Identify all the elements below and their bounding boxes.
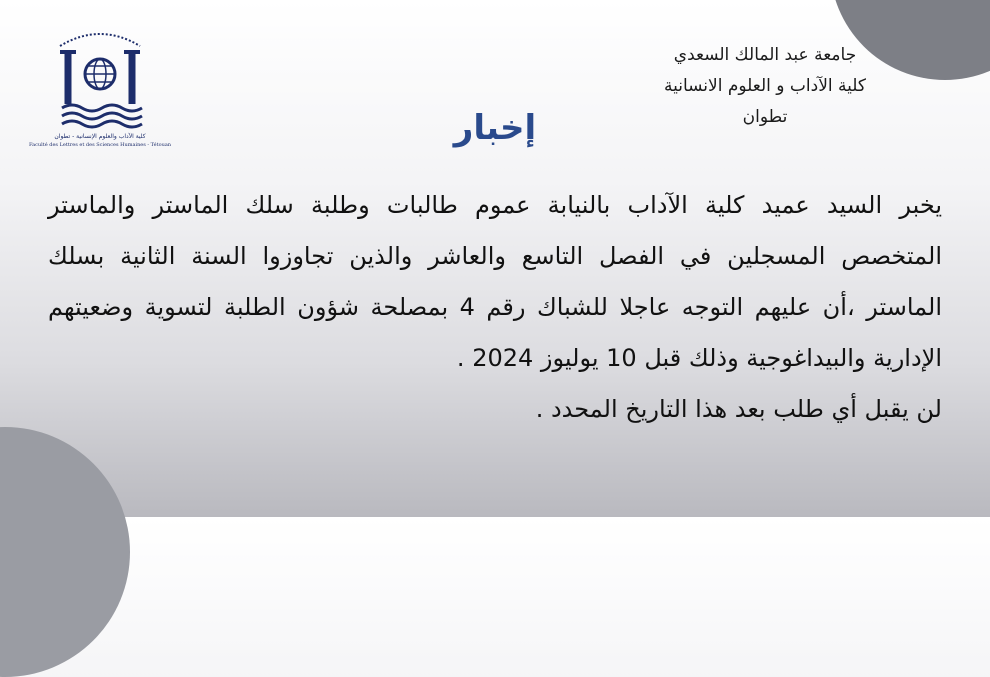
announcement-paragraph: يخبر السيد عميد كلية الآداب بالنيابة عموم طالبات وطلبة سلك الماستر والماستر المتخصص المسجلين في الفصل التاسع والعاشر والذين تجاوزوا السنة الثانية بسلك الماستر ،أن عليهم التوجه عاجلا للشباك رقم 4 بمصلحة شؤون الطلبة لتسوية وضعيتهم الإدارية والبيداغوجية وذلك قبل 10 يوليوز 2024 .: [48, 191, 942, 372]
announcement-body: [48, 180, 942, 435]
logo-caption-french: Faculté des Lettres et des Sciences Humaines - Tétouan: [28, 142, 172, 148]
decorative-corner-bottom: [0, 427, 130, 677]
city-name: تطوان: [742, 107, 788, 127]
announcement-note: لن يقبل أي طلب بعد هذا التاريخ المحدد .: [535, 395, 942, 423]
announcement-title: إخبار: [453, 108, 537, 148]
faculty-name: كلية الآداب و العلوم الانسانية: [663, 76, 867, 96]
university-name: جامعة عبد المالك السعدي: [673, 45, 857, 65]
logo-caption-arabic: كلية الآداب والعلوم الإنسانية - تطوان: [54, 133, 146, 140]
